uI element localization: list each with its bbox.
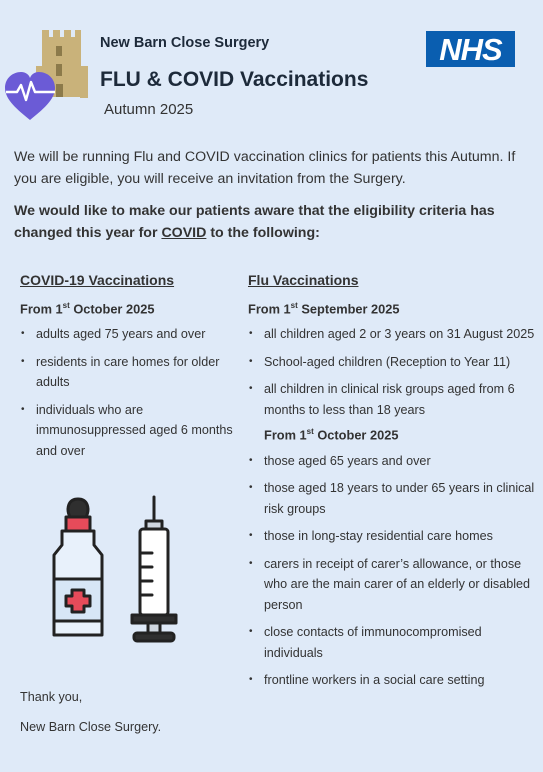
nhs-logo [426,31,515,67]
thanks-text: Thank you, [20,690,83,704]
flu-eligibility-list-1 [248,324,538,420]
syringe-icon [132,497,176,641]
list-item: • all children aged 2 or 3 years on 31 August 2025 [248,324,538,345]
covid-from-suffix: October 2025 [69,301,155,317]
page-title: FLU & COVID Vaccinations [100,68,369,91]
covid-start-date [20,301,245,316]
list-item: • those aged 18 years to under 65 years in clinical risk groups [248,478,538,519]
covid-from-sup: st [62,301,70,310]
list-item: • frontline workers in a social care setting [248,670,538,691]
flu-from-sup-1: st [290,301,298,310]
flu-start-date-1 [248,301,538,316]
list-item: • adults aged 75 years and over [20,324,245,345]
surgery-name: New Barn Close Surgery [100,35,270,51]
flu-from-sup-2: st [306,427,314,437]
list-item: • individuals who are immunosuppressed aged 6 months and over [20,400,245,462]
flu-eligibility-list-2 [248,451,538,691]
flu-heading: Flu Vaccinations [248,272,359,288]
eligibility-notice [14,200,536,244]
vaccine-vial-icon [54,499,102,635]
vaccine-illustration [48,495,188,645]
covid-from-prefix: From 1 [20,301,63,317]
list-item: • close contacts of immunocompromised individuals [248,622,538,663]
list-item: • School-aged children (Reception to Year 11) [248,352,538,373]
flu-from-suffix-1: September 2025 [297,301,400,317]
signature-text: New Barn Close Surgery. [20,720,162,734]
flu-from-prefix-2: From 1 [264,427,307,443]
nhs-logo-text: NHS [439,31,502,67]
notice-text-after: to the following: [206,225,320,241]
list-item: • residents in care homes for older adults [20,352,245,393]
list-item: • those in long-stay residential care homes [248,526,538,547]
notice-highlight: COVID [161,225,207,241]
notice-text-before: We would like to make our patients aware that the eligibility criteria has changed this year for [14,203,495,241]
list-item: • carers in receipt of carer’s allowance, or those who are the main carer of an elderly or disabled person [248,554,538,616]
covid-eligibility-list [20,324,245,461]
flu-start-date-2 [264,427,538,442]
page-subtitle: Autumn 2025 [104,101,194,118]
covid-heading: COVID-19 Vaccinations [20,272,175,288]
castle-heart-logo-icon [0,30,100,122]
signoff [20,682,161,742]
intro-paragraph: We will be running Flu and COVID vaccination clinics for patients this Autumn. If you are eligible, you will receive an invitation from the Surgery. [14,149,516,187]
covid-column [20,272,245,468]
list-item: • all children in clinical risk groups aged from 6 months to less than 18 years [248,379,538,420]
flu-from-suffix-2: October 2025 [313,427,399,443]
list-item: • those aged 65 years and over [248,451,538,472]
flu-column [248,272,538,698]
flu-from-prefix-1: From 1 [248,301,291,317]
